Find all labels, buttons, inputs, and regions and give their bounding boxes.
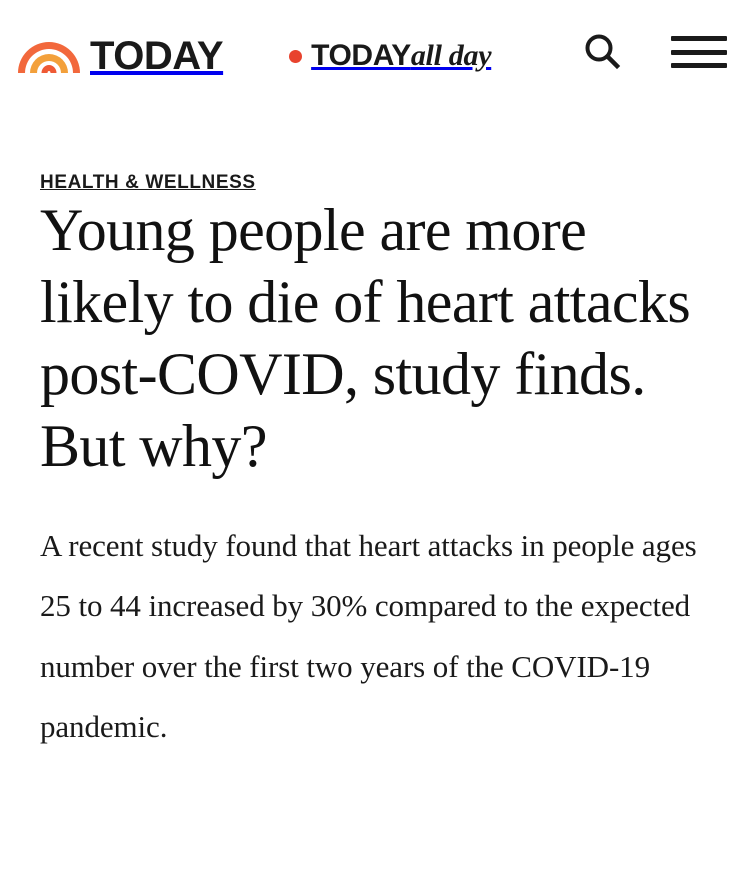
today-wordmark: TODAY [90,34,224,78]
today-logo-link[interactable] [18,36,223,76]
all-day-italic-word: all day [410,39,492,72]
today-all-day-label [311,39,491,73]
search-icon [582,31,622,74]
live-dot-icon [289,50,302,63]
article-category-link[interactable]: HEALTH & WELLNESS [40,172,256,193]
article-content [0,172,749,758]
hamburger-menu-button[interactable] [671,30,727,74]
article-dek: A recent study found that heart attacks in people ages 25 to 44 increased by 30% compared to the expected number over the first two years of the COVID-19 pandemic. [40,528,697,745]
today-rainbow-logo-icon [18,39,80,73]
search-button[interactable] [581,31,623,73]
hamburger-menu-icon-bar-1 [671,36,727,41]
article-headline: Young people are more likely to die of heart attacks post-COVID, study finds. But why? [40,197,691,479]
hamburger-menu-icon-bar-3 [671,63,727,68]
today-all-day-link[interactable] [289,39,491,73]
header-actions [581,30,727,74]
all-day-today-word: TODAY [311,39,411,72]
site-header [0,0,749,110]
hamburger-menu-icon-bar-2 [671,50,727,55]
